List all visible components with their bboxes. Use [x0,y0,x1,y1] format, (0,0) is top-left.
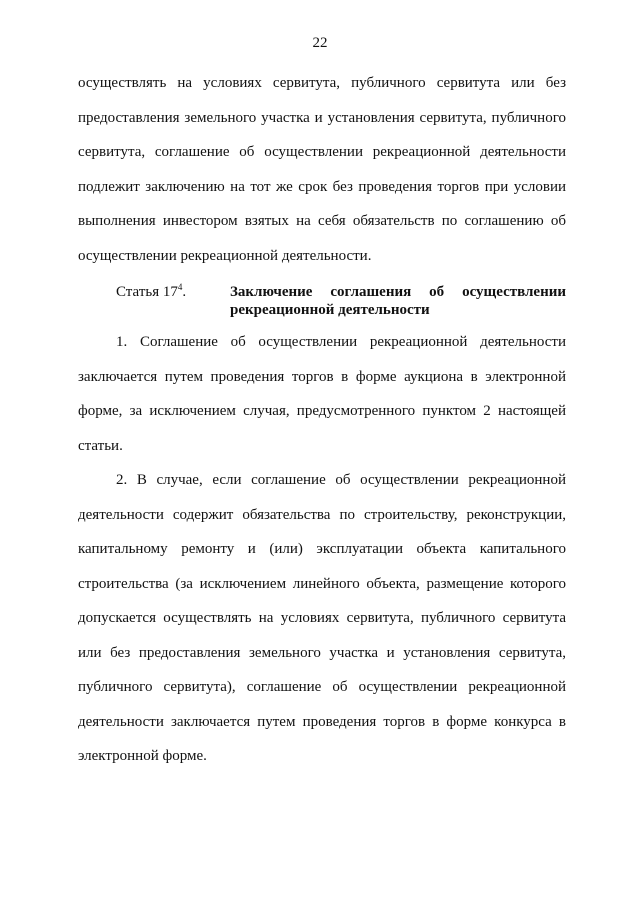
article-label-text: Статья 17 [116,284,178,300]
article-title-line: рекреационной деятельности [230,302,430,318]
article-label-superscript: 4 [177,282,183,292]
text-line: статьи. [78,437,123,454]
text-line: или без предоставления земельного участка и установления сервитута, [78,644,566,661]
article-heading [78,283,566,323]
text-line: выполнения инвестором взятых на себя обязательств по соглашению об [78,213,566,229]
article-title [230,283,566,319]
text-line: деятельности содержит обязательства по строительству, реконструкции, [78,506,566,523]
text-line: осуществлении рекреационной деятельности. [78,247,372,264]
article-label-suffix: . [182,284,187,300]
text-line: публичного сервитута), соглашение об осуществлении рекреационной [78,679,566,695]
text-line: осуществлять на условиях сервитута, публичного сервитута или без [78,75,566,91]
text-line: электронной форме. [78,748,207,764]
text-line: деятельности заключается путем проведения торгов в форме конкурса в [78,713,566,730]
text-line: заключается путем проведения торгов в форме аукциона в электронной [78,368,566,385]
paragraph-1 [78,325,566,463]
text-line: предоставления земельного участка и установления сервитута, публичного [78,109,566,126]
page-number: 22 [312,35,328,51]
text-line: сервитута, соглашение об осуществлении рекреационной деятельности [78,144,566,160]
text-line: 2. В случае, если соглашение об осуществлении рекреационной [116,472,566,488]
text-line: 1. Соглашение об осуществлении рекреационной деятельности [116,334,566,350]
text-line: капитальному ремонту и (или) эксплуатации объекта капитального [78,541,566,557]
article-title-line: Заключение соглашения об осуществлении [230,284,566,300]
article-label [116,283,186,301]
text-line: строительства (за исключением линейного объекта, размещение которого [78,575,566,592]
text-line: допускается осуществлять на условиях сервитута, публичного сервитута [78,610,566,626]
paragraph-2 [78,463,566,774]
intro-paragraph [78,66,566,273]
text-line: форме, за исключением случая, предусмотренного пунктом 2 настоящей [78,403,566,419]
text-line: подлежит заключению на тот же срок без проведения торгов при условии [78,178,566,195]
